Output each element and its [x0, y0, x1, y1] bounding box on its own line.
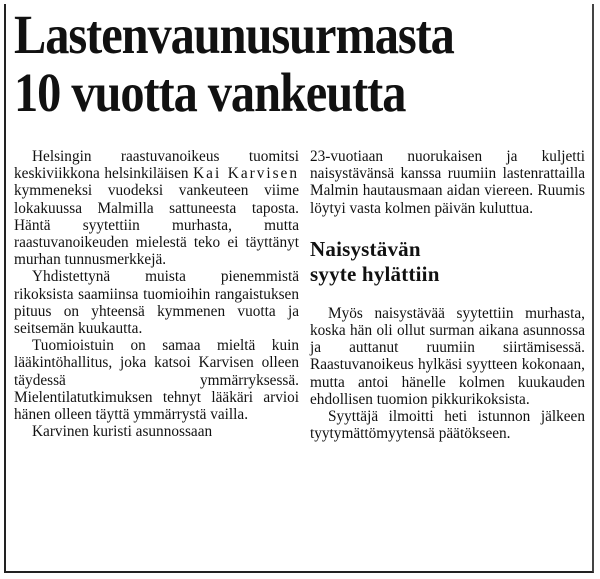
article-headline	[14, 6, 524, 122]
paragraph-4: Karvinen kuristi asunnossaan	[32, 423, 213, 441]
paragraph-1-start: Helsingin raastuvanoikeus tuomitsi keskiviikkona helsinkiläisen	[14, 148, 299, 183]
paragraph-1-end: kymmeneksi vuodeksi vankeuteen viime lokakuussa Malmilla sattuneesta taposta. Häntä syytettiin murhasta, mutta raastuvanoikeuden mielestä teko ei täyttänyt murhan tunnusmerkkejä.	[14, 182, 299, 269]
subheading	[310, 237, 585, 287]
paragraph-3: Tuomioistuin on samaa mieltä kuin lääkintöhallitus, joka katsoi Karvisen olleen täydessä ymmärryksessä. Mielentilatutkimuksen tehnyt lääkäri arvioi hänen olleen täyttä ymmärrystä vailla.	[14, 337, 299, 424]
headline-line-1: Lastenvaunusurmasta	[14, 4, 454, 65]
paragraph-7: Syyttäjä ilmoitti heti istunnon jälkeen tyytymättömyytensä päätökseen.	[310, 408, 585, 443]
paragraph-1	[14, 148, 299, 268]
paragraph-6: Myös naisystävää syytettiin murhasta, koska hän oli ollut surman aikana asunnossa ja auttanut ruumiin siirtämisessä. Raastuvanoikeus hylkäsi syytteen kokonaan, mutta antoi hänelle kolmen kuukauden ehdollisen tuomion pikkurikoksista.	[310, 304, 585, 408]
subheading-line-1: Naisystävän	[310, 236, 421, 261]
paragraph-2: Yhdistettynä muista pienemmistä rikoksista saamiinsa tuomioihin rangaistuksen pituus on yhteensä kymmenen vuotta ja seitsemän kuukautta.	[14, 268, 299, 338]
person-name: Kai Karvisen	[193, 165, 299, 183]
left-column	[14, 148, 299, 440]
headline-line-2: 10 vuotta vankeutta	[14, 62, 406, 123]
right-column	[310, 148, 585, 442]
paragraph-5: 23-vuotiaan nuorukaisen ja kuljetti naisystävänsä kanssa ruumiin lastenrattailla Malmin hautausmaan aidan viereen. Ruumis löytyi vasta kolmen päivän kuluttua.	[310, 148, 585, 217]
subheading-line-2: syyte hylättiin	[310, 261, 440, 286]
